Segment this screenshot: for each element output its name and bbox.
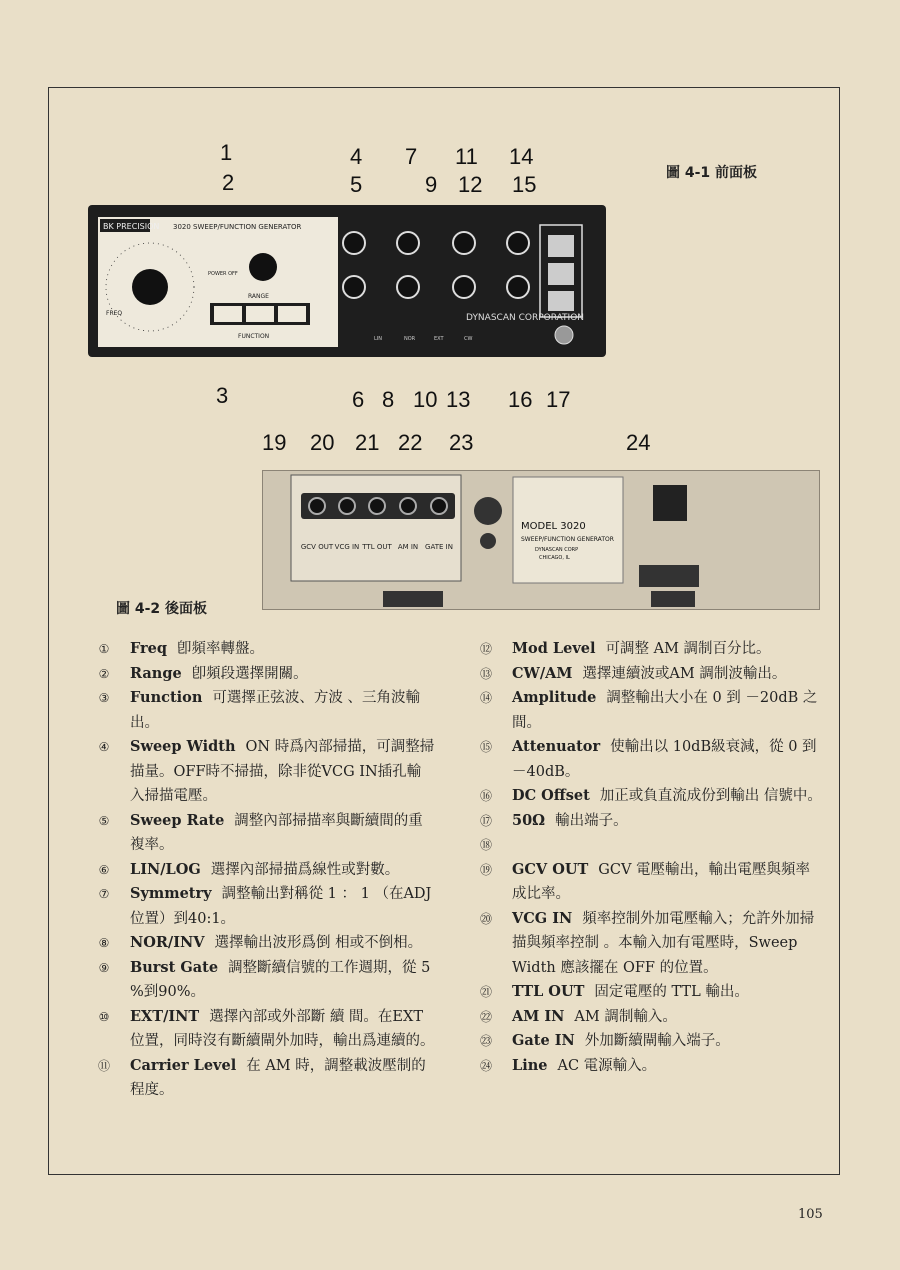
callout-21: 21 [355, 430, 380, 455]
callout-1: 1 [220, 140, 233, 165]
front-panel-caption: 圖 4-1 前面板 [666, 165, 758, 181]
list-item: ⑨ Burst Gate 調整斷續信號的工作週期，從 5 %到90%。 [98, 958, 431, 1000]
plate-title: SWEEP/FUNCTION GENERATOR [521, 536, 614, 543]
svg-text:NOR: NOR [404, 336, 416, 342]
callout-12: 12 [458, 172, 483, 197]
list-item: ① Freq 卽頻率轉盤。 [98, 640, 265, 657]
list-item: ⑧ NOR/INV 選擇輸出波形爲倒 相或不倒相。 [98, 934, 423, 951]
power-label: POWER OFF [208, 271, 238, 277]
callout-20: 20 [310, 430, 335, 455]
list-item: ⑲ GCV OUT GCV 電壓輸出，輸出電壓與頻率成比率。 [479, 860, 811, 902]
list-item: ⑤ Sweep Rate 調整內部掃描率與斷續間的重複率。 [98, 811, 423, 853]
jack-vcg-in: VCG IN [334, 543, 360, 551]
callout-9: 9 [425, 172, 438, 197]
item-list-right [472, 637, 822, 1078]
svg-text:LIN: LIN [374, 336, 383, 342]
svg-text:EXT: EXT [434, 336, 444, 342]
list-item: ㉓ Gate IN 外加斷續閘輸入端子。 [479, 1032, 730, 1049]
range-knob [249, 253, 277, 281]
freq-label: FREQ [106, 310, 123, 317]
jack-gcv-out: GCV OUT [300, 543, 334, 551]
jack-ttl-out: TTL OUT [362, 543, 392, 551]
callout-4: 4 [350, 144, 363, 169]
list-item: ⑱ [479, 838, 492, 852]
rear-panel-caption: 圖 4-2 後面板 [116, 601, 208, 617]
item-list-left [90, 637, 435, 1103]
list-item: ⑬ CW/AM 選擇連續波或AM 調制波輸出。 [479, 664, 787, 682]
front-panel-photo [88, 205, 606, 357]
freq-dial [132, 269, 168, 305]
callout-3: 3 [216, 383, 229, 408]
callout-10: 10 [413, 387, 438, 412]
callout-16: 16 [508, 387, 533, 412]
callout-19: 19 [262, 430, 287, 455]
front-panel-illustration [88, 205, 606, 357]
plate-model: MODEL 3020 [521, 521, 586, 532]
callout-13: 13 [446, 387, 471, 412]
brand-label: BK PRECISION [103, 222, 160, 231]
callout-23: 23 [449, 430, 474, 455]
callout-14: 14 [509, 144, 534, 169]
callout-24: 24 [626, 430, 651, 455]
rear-panel-illustration [263, 471, 819, 609]
list-item: ⑦ Symmetry 調整輸出對稱從 1 ： 1 （在ADJ 位置）到40:1。 [98, 885, 432, 927]
range-label: RANGE [248, 293, 269, 300]
jack-gate-in: GATE IN [425, 543, 453, 551]
list-item: ⑮ Attenuator 使輸出以 10dB級衰減，從 0 到 －40dB。 [479, 738, 817, 780]
callout-15: 15 [512, 172, 537, 197]
callout-2: 2 [222, 170, 235, 195]
list-item: ㉑ TTL OUT 固定電壓的 TTL 輸出。 [479, 983, 749, 1000]
page-number: 105 [798, 1207, 823, 1222]
list-item: ③ Function 可選擇正弦波、方波 、三角波輸出。 [98, 689, 420, 731]
callout-8: 8 [382, 387, 395, 412]
list-item: ⑯ DC Offset 加正或負直流成份到輸出 信號中。 [479, 787, 822, 804]
svg-text:CW: CW [464, 336, 473, 342]
callout-22: 22 [398, 430, 423, 455]
list-item: ⑪ Carrier Level 在 AM 時，調整載波壓制的程度。 [97, 1056, 426, 1098]
list-item: ⑭ Amplitude 調整輸出大小在 0 到 －20dB 之間。 [479, 689, 818, 731]
list-item: ② Range 卽頻段選擇開關。 [98, 664, 308, 682]
list-item: ⑥ LIN/LOG 選擇內部掃描爲線性或對數。 [98, 860, 400, 878]
jack-am-in: AM IN [397, 543, 419, 551]
function-label: FUNCTION [238, 333, 270, 340]
callout-5: 5 [350, 172, 363, 197]
list-item: ⑰ 50Ω 輸出端子。 [479, 811, 628, 829]
list-item: ④ Sweep Width ON 時爲內部掃描，可調整掃描量。OFF時不掃描，除非從VCG IN插孔輸入掃描電壓。 [98, 738, 435, 804]
rear-panel-photo [262, 470, 820, 610]
list-item: ⑫ Mod Level 可調整 AM 調制百分比。 [479, 640, 771, 657]
list-item: ㉔ Line AC 電源輸入。 [479, 1056, 657, 1074]
callout-7: 7 [405, 144, 418, 169]
callout-6: 6 [352, 387, 365, 412]
callout-11: 11 [455, 144, 478, 169]
list-item: ⑳ VCG IN 頻率控制外加電壓輸入；允許外加掃描與頻率控制 。本輸入加有電壓時，Sweep Width 應該擺在 OFF 的位置。 [479, 909, 815, 976]
plate-city: CHICAGO, IL [539, 555, 570, 561]
list-item: ⑩ EXT/INT 選擇內部或外部斷 續 間。在EXT 位置，同時沒有斷續閘外加時，輸出爲連續的。 [98, 1007, 435, 1049]
list-item: ㉒ AM IN AM 調制輸入。 [479, 1007, 677, 1025]
callout-17: 17 [546, 387, 571, 412]
model-title: 3020 SWEEP/FUNCTION GENERATOR [173, 223, 302, 231]
maker-label: DYNASCAN CORPORATION [466, 313, 585, 323]
plate-maker: DYNASCAN CORP [535, 547, 579, 553]
